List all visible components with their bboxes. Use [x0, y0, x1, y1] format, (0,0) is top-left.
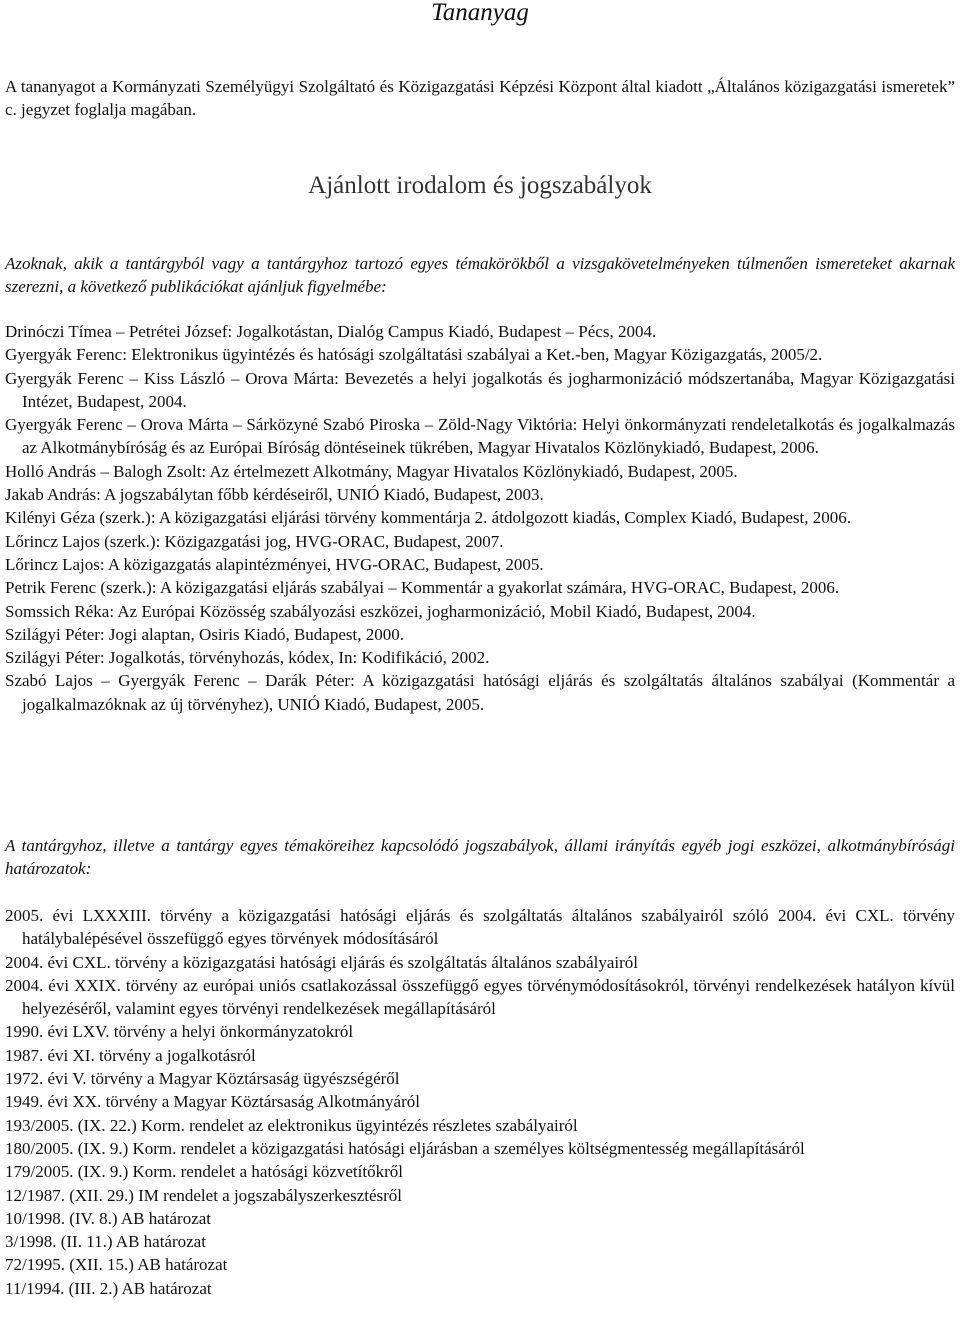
law-item: 179/2005. (IX. 9.) Korm. rendelet a hatósági közvetítőkről: [5, 1162, 403, 1182]
literature-item: Lőrincz Lajos (szerk.): Közigazgatási jog, HVG-ORAC, Budapest, 2007.: [5, 531, 504, 551]
law-item: 1990. évi LXV. törvény a helyi önkormányzatokról: [5, 1022, 354, 1042]
law-item: 1949. évi XX. törvény a Magyar Köztársaság Alkotmányáról: [5, 1092, 420, 1112]
literature-item: Gyergyák Ferenc: Elektronikus ügyintézés és hatósági szolgáltatási szabályai a Ket.-ben, Magyar Közigazgatás, 2005/2.: [5, 345, 823, 365]
literature-item: Jakab András: A jogszabálytan főbb kérdéseiről, UNIÓ Kiadó, Budapest, 2003.: [5, 485, 544, 505]
law-item: 2005. évi LXXXIII. törvény a közigazgatási hatósági eljárás és szolgáltatás általános szabályairól szóló 2004. évi CXL. törvény hatálybalépésével összefüggő egyes törvények módosításáról: [5, 906, 955, 949]
literature-item: Holló András – Balogh Zsolt: Az értelmezett Alkotmány, Magyar Hivatalos Közlönykiadó, Budapest, 2005.: [5, 461, 738, 481]
law-item: 193/2005. (IX. 22.) Korm. rendelet az elektronikus ügyintézés részletes szabályairól: [5, 1115, 578, 1135]
law-item: 2004. évi CXL. törvény a közigazgatási hatósági eljárás és szolgáltatás általános szabályairól: [5, 952, 639, 972]
law-item: 10/1998. (IV. 8.) AB határozat: [5, 1208, 212, 1228]
law-item: 180/2005. (IX. 9.) Korm. rendelet a közigazgatási hatósági eljárásban a személyes költségmentesség megállapításáról: [5, 1138, 805, 1158]
literature-item: Lőrincz Lajos: A közigazgatás alapintézményei, HVG-ORAC, Budapest, 2005.: [5, 554, 544, 574]
literature-item: Szilágyi Péter: Jogi alaptan, Osiris Kiadó, Budapest, 2000.: [5, 624, 404, 644]
literature-item: Szilágyi Péter: Jogalkotás, törvényhozás, kódex, In: Kodifikáció, 2002.: [5, 648, 490, 668]
literature-item: Somssich Réka: Az Európai Közösség szabályozási eszközei, jogharmonizáció, Mobil Kiadó, Budapest, 2004.: [5, 601, 756, 621]
literature-lead: Azoknak, akik a tantárgyból vagy a tantárgyhoz tartozó egyes témakörökből a vizsgakövetelményeken túlmenően ismereteket akarnak szerezni, a következő publikációkat ajánljuk figyelmébe:: [5, 254, 955, 296]
laws-list: [5, 904, 955, 1300]
literature-list: [5, 320, 955, 716]
literature-item: Drinóczi Tímea – Petrétei József: Jogalkotástan, Dialóg Campus Kiadó, Budapest – Pécs, 2004.: [5, 322, 657, 341]
law-item: 11/1994. (III. 2.) AB határozat: [5, 1278, 212, 1298]
section-title-literature: Ajánlott irodalom és jogszabályok: [308, 172, 652, 199]
law-item: 12/1987. (XII. 29.) IM rendelet a jogszabályszerkesztésről: [5, 1185, 403, 1205]
law-item: 1987. évi XI. törvény a jogalkotásról: [5, 1045, 256, 1065]
law-item: 72/1995. (XII. 15.) AB határozat: [5, 1255, 228, 1275]
literature-item: Gyergyák Ferenc – Kiss László – Orova Márta: Bevezetés a helyi jogalkotás és jogharmonizáció módszertanába, Magyar Közigazgatási Intézet, Budapest, 2004.: [5, 368, 955, 411]
literature-item: Petrik Ferenc (szerk.): A közigazgatási eljárás szabályai – Kommentár a gyakorlat számára, HVG-ORAC, Budapest, 2006.: [5, 578, 840, 598]
law-item: 2004. évi XXIX. törvény az európai uniós csatlakozással összefüggő egyes törvénymódosításokról, törvényi rendelkezések hatályon kívül helyezéséről, valamint egyes törvényi rendelkezések megállapításáról: [5, 975, 955, 1019]
literature-item: Kilényi Géza (szerk.): A közigazgatási eljárási törvény kommentárja 2. átdolgozott kiadás, Complex Kiadó, Budapest, 2006.: [5, 508, 851, 528]
law-item: 3/1998. (II. 11.) AB határozat: [5, 1232, 206, 1252]
literature-item: Gyergyák Ferenc – Orova Márta – Sárközyné Szabó Piroska – Zöld-Nagy Viktória: Helyi önkormányzati rendeletalkotás és jogalkalmazás az Alkotmánybíróság és az Európai Bíróság döntéseinek tükrében, Magyar Hivatalos Közlönykiadó, Budapest, 2006.: [5, 415, 955, 458]
page-title: Tananyag: [431, 0, 529, 26]
laws-lead: A tantárgyhoz, illetve a tantárgy egyes témaköreihez kapcsolódó jogszabályok, állami irányítás egyéb jogi eszközei, alkotmánybírósági határozatok:: [5, 836, 955, 878]
law-item: 1972. évi V. törvény a Magyar Köztársaság ügyészségéről: [5, 1069, 400, 1089]
literature-item: Szabó Lajos – Gyergyák Ferenc – Darák Péter: A közigazgatási hatósági eljárás és szolgáltatás általános szabályai (Kommentár a jogalkalmazóknak az új törvényhez), UNIÓ Kiadó, Budapest, 2005.: [5, 671, 955, 714]
intro-paragraph: A tananyagot a Kormányzati Személyügyi Szolgáltató és Közigazgatási Képzési Központ által kiadott „Általános közigazgatási ismeretek” c. jegyzet foglalja magában.: [5, 77, 955, 119]
